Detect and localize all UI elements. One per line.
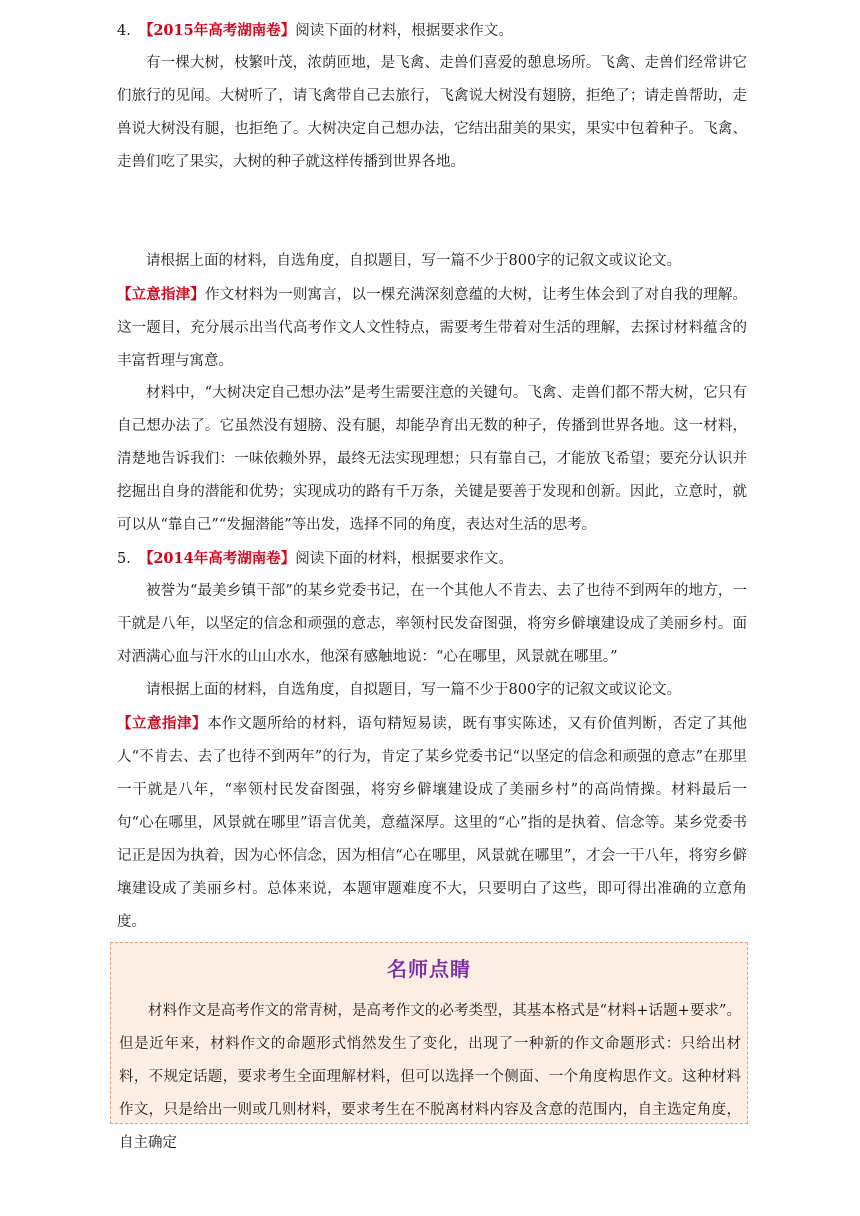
q4-material: 有一棵大树，枝繁叶茂，浓荫匝地，是飞禽、走兽们喜爱的憩息场所。飞禽、走兽们经常讲它们旅行的见闻。大树听了，请飞禽带自己去旅行，飞禽说大树没有翅膀，拒绝了；请走兽帮助，走兽说大树没有腿，也拒绝了。大树决定自己想办法，它结出甜美的果实，果实中包着种子。飞禽、走兽们吃了果实，大树的种子就这样传播到世界各地。 xyxy=(117,55,747,170)
q4-guide-text: 作文材料为一则寓言，以一棵充满深刻意蕴的大树，让考生体会到了对自我的理解。这一题目，充分展示出当代高考作文人文性特点，需要考生带着对生活的理解，去探讨材料蕴含的丰富哲理与寓意。 xyxy=(117,287,748,369)
q4-analysis: 材料中，“大树决定自己想办法”是考生需要注意的关键句。飞禽、走兽们都不帮大树，它只有自己想办法了。它虽然没有翅膀、没有腿，却能孕育出无数的种子，传播到世界各地。这一材料，清楚地告诉我们：一味依赖外界，最终无法实现理想；只有靠自己，才能放飞希望；要充分认识并挖掘出自身的潜能和优势；实现成功的路有千万条，关键是要善于发现和创新。因此，立意时，就可以从“靠自己”“发掘潜能”等出发，选择不同的角度，表达对生活的思考。 xyxy=(117,385,747,533)
q4-guide xyxy=(117,278,747,378)
teacher-tip-text: 材料作文是高考作文的常青树，是高考作文的必考类型，其基本格式是“材料+话题+要求”。但是近年来，材料作文的命题形式悄然发生了变化，出现了一种新的作文命题形式：只给出材料，不规定话题，要求考生全面理解材料，但可以选择一个侧面、一个角度构思作文。这种材料作文，只是给出一则或几则材料，要求考生在不脱离材料内容及含意的范围内，自主选定角度，自主确定 xyxy=(119,1003,741,1151)
q5-guide xyxy=(117,707,747,939)
q5-guide-text: 本作文题所给的材料，语句精短易读，既有事实陈述，又有价值判断，否定了其他人“不肯去、去了也待不到两年”的行为，肯定了某乡党委书记“以坚定的信念和顽强的意志”在那里一干就是八年，“率领村民发奋图强，将穷乡僻壤建设成了美丽乡村”的高尚情操。材料最后一句“心在哪里，风景就在哪里”语言优美，意蕴深厚。这里的“心”指的是执着、信念等。某乡党委书记正是因为执着，因为心怀信念，因为相信“心在哪里，风景就在哪里”，才会一干八年，将穷乡僻壤建设成了美丽乡村。总体来说，本题审题难度不大，只要明白了这些，即可得出准确的立意角度。 xyxy=(117,716,748,930)
q5-instruction: 阅读下面的材料，根据要求作文。 xyxy=(295,551,513,567)
q5-material: 被誉为“最美乡镇干部”的某乡党委书记，在一个其他人不肯去、去了也待不到两年的地方，一干就是八年，以坚定的信念和顽强的意志，率领村民发奋图强，将穷乡僻壤建设成了美丽乡村。面对洒满心血与汗水的山山水水，他深有感触地说：“心在哪里，风景就在哪里。” xyxy=(117,583,747,665)
teacher-tip-box xyxy=(110,942,748,1151)
q5-heading xyxy=(117,542,747,576)
q5-source-tag: 【2014年高考湖南卷】 xyxy=(138,550,296,567)
q4-heading xyxy=(117,14,747,48)
q4-guide-tag: 【立意指津】 xyxy=(117,286,205,303)
teacher-tip-title: 名师点睛 xyxy=(387,957,471,981)
q5-requirement: 请根据上面的材料，自选角度，自拟题目，写一篇不少于800字的记叙文或议论文。 xyxy=(146,682,682,698)
q4-number: 4. xyxy=(117,23,131,39)
q5-number: 5. xyxy=(117,551,131,567)
q4-source-tag: 【2015年高考湖南卷】 xyxy=(138,22,296,39)
q4-requirement: 请根据上面的材料，自选角度，自拟题目，写一篇不少于800字的记叙文或议论文。 xyxy=(146,253,682,269)
q4-instruction: 阅读下面的材料，根据要求作文。 xyxy=(295,23,513,39)
q5-guide-tag: 【立意指津】 xyxy=(117,715,208,732)
